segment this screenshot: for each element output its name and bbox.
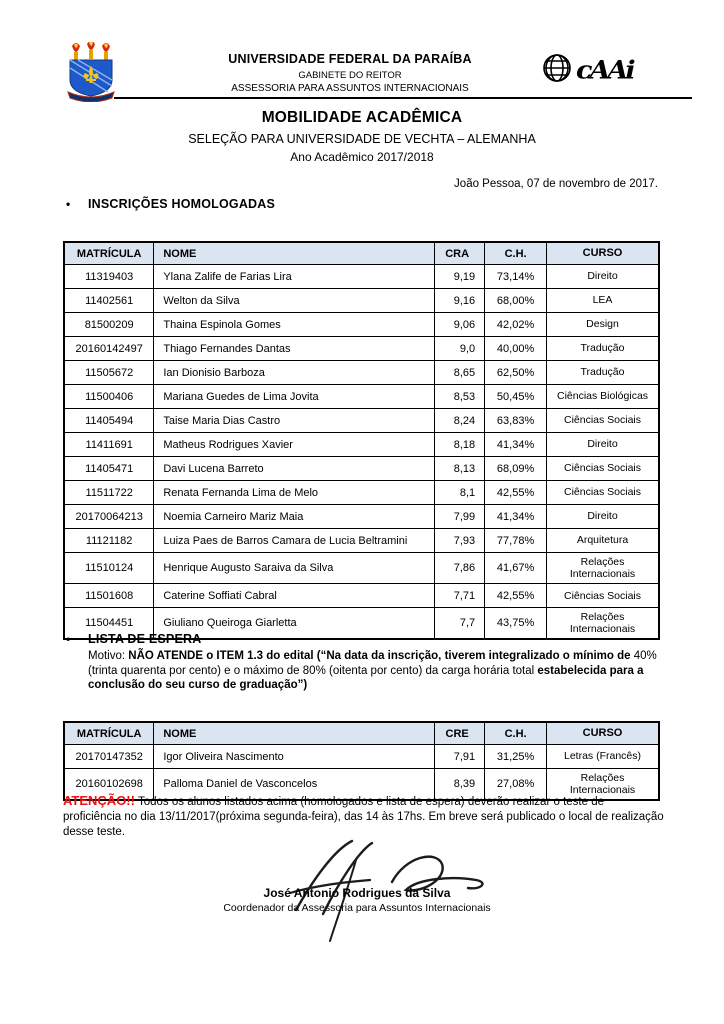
table-cell: 20160102698 [64, 769, 154, 801]
table-cell: 31,25% [485, 745, 547, 769]
university-name: UNIVERSIDADE FEDERAL DA PARAÍBA [228, 52, 472, 66]
table-cell: Direito [547, 433, 659, 457]
table-cell: 42,02% [485, 313, 547, 337]
table-cell: Ciências Sociais [547, 584, 659, 608]
table-row [64, 433, 659, 457]
academic-year: Ano Acadêmico 2017/2018 [290, 150, 434, 164]
table-cell: Direito [547, 505, 659, 529]
table-cell: Relações Internacionais [547, 553, 659, 584]
table-cell: Tradução [547, 361, 659, 385]
table-cell: Caterine Soffiati Cabral [154, 584, 435, 608]
table-cell: 63,83% [485, 409, 547, 433]
table-cell: 81500209 [64, 313, 154, 337]
table-cell: 8,13 [435, 457, 485, 481]
table-cell: 20170147352 [64, 745, 154, 769]
table-cell: 11402561 [64, 289, 154, 313]
table-cell: Tradução [547, 337, 659, 361]
table-cell: Ciências Biológicas [547, 385, 659, 409]
table-cell: LEA [547, 289, 659, 313]
section-heading-homologadas [66, 197, 275, 211]
section-heading-label: LISTA DE ESPERA [88, 632, 202, 646]
table-cell: 11504451 [64, 608, 154, 640]
table-row [64, 505, 659, 529]
column-header: NOME [154, 722, 435, 745]
page-title: MOBILIDADE ACADÊMICA [261, 109, 463, 126]
section-heading-espera [66, 632, 201, 646]
table-cell: Ylana Zalife de Farias Lira [154, 265, 435, 289]
table-row [64, 409, 659, 433]
table-cell: Mariana Guedes de Lima Jovita [154, 385, 435, 409]
table-cell: Thaina Espinola Gomes [154, 313, 435, 337]
table-header-row [64, 242, 659, 265]
table-cell: 11319403 [64, 265, 154, 289]
table-cell: 11505672 [64, 361, 154, 385]
column-header: CRA [435, 242, 485, 265]
table-cell: Palloma Daniel de Vasconcelos [154, 769, 435, 801]
signatory-name: José Antonio Rodrigues da Silva [263, 886, 451, 900]
table-row [64, 529, 659, 553]
table-cell: 8,1 [435, 481, 485, 505]
column-header: C.H. [485, 722, 547, 745]
table-header-row [64, 722, 659, 745]
table-cell: 43,75% [485, 608, 547, 640]
column-header: NOME [154, 242, 435, 265]
table-cell: 11121182 [64, 529, 154, 553]
section-heading-label: INSCRIÇÕES HOMOLOGADAS [88, 197, 276, 211]
table-cell: 9,16 [435, 289, 485, 313]
bullet-icon: • [66, 632, 71, 646]
table-cell: 68,09% [485, 457, 547, 481]
table-cell: 41,34% [485, 505, 547, 529]
table-cell: Renata Fernanda Lima de Melo [154, 481, 435, 505]
table-cell: 8,65 [435, 361, 485, 385]
international-affairs-logo [541, 52, 633, 89]
table-cell: 7,91 [435, 745, 485, 769]
table-cell: 7,99 [435, 505, 485, 529]
table-cell: 9,06 [435, 313, 485, 337]
table-row [64, 385, 659, 409]
table-cell: 11510124 [64, 553, 154, 584]
table-row [64, 289, 659, 313]
table-cell: 41,67% [485, 553, 547, 584]
date-line: João Pessoa, 07 de novembro de 2017. [454, 178, 658, 190]
table-cell: 7,71 [435, 584, 485, 608]
table-cell: Matheus Rodrigues Xavier [154, 433, 435, 457]
column-header: C.H. [485, 242, 547, 265]
motivo-regular-clause: 40% (trinta quarenta por cento) e o máximo de 80% (oitenta por cento) da carga horária total [88, 650, 657, 677]
table-cell: Noemia Carneiro Mariz Maia [154, 505, 435, 529]
table-cell: Welton da Silva [154, 289, 435, 313]
bullet-icon: • [66, 197, 71, 211]
signatory-role: Coordenador da Assessoria para Assuntos Internacionais [223, 902, 491, 914]
table-cell: 77,78% [485, 529, 547, 553]
globe-icon [541, 52, 573, 89]
column-header: MATRÍCULA [64, 242, 154, 265]
table-cell: 8,53 [435, 385, 485, 409]
table-cell: Ciências Sociais [547, 457, 659, 481]
table-cell: 41,34% [485, 433, 547, 457]
motivo-paragraph [88, 649, 664, 693]
column-header: CURSO [547, 242, 659, 265]
table-row [64, 457, 659, 481]
ufpb-crest-logo [64, 42, 118, 102]
table-row [64, 553, 659, 584]
table-cell: 27,08% [485, 769, 547, 801]
column-header: CURSO [547, 722, 659, 745]
table-cell: Direito [547, 265, 659, 289]
table-cell: 20160142497 [64, 337, 154, 361]
table-cell: 7,93 [435, 529, 485, 553]
table-cell: Ciências Sociais [547, 481, 659, 505]
homologadas-table [63, 241, 660, 640]
table-cell: 8,39 [435, 769, 485, 801]
table-row [64, 313, 659, 337]
table-cell: 8,18 [435, 433, 485, 457]
table-cell: 42,55% [485, 481, 547, 505]
table-cell: Igor Oliveira Nascimento [154, 745, 435, 769]
department-name: ASSESSORIA PARA ASSUNTOS INTERNACIONAIS [231, 82, 469, 94]
table-cell: Letras (Francês) [547, 745, 659, 769]
header-divider [114, 97, 692, 99]
column-header: MATRÍCULA [64, 722, 154, 745]
table-cell: 7,86 [435, 553, 485, 584]
caai-logo-text: cAAi [576, 55, 633, 86]
table-cell: 11405471 [64, 457, 154, 481]
table-cell: Ian Dionisio Barboza [154, 361, 435, 385]
letterhead [140, 52, 560, 95]
lista-espera-table [63, 721, 660, 801]
table-cell: 62,50% [485, 361, 547, 385]
document-title-block [62, 109, 662, 164]
table-cell: 40,00% [485, 337, 547, 361]
table-cell: Thiago Fernandes Dantas [154, 337, 435, 361]
motivo-bold-clause: NÃO ATENDE o ITEM 1.3 do edital (“Na data da inscrição, tiverem integralizado o mínimo de [128, 650, 631, 662]
table-row [64, 481, 659, 505]
table-cell: Luiza Paes de Barros Camara de Lucia Beltramini [154, 529, 435, 553]
table-cell: 11511722 [64, 481, 154, 505]
table-row [64, 265, 659, 289]
table-cell: 7,7 [435, 608, 485, 640]
table-cell: Henrique Augusto Saraiva da Silva [154, 553, 435, 584]
table-cell: Design [547, 313, 659, 337]
table-cell: 11500406 [64, 385, 154, 409]
table-cell: Davi Lucena Barreto [154, 457, 435, 481]
table-row [64, 361, 659, 385]
table-cell: Relações Internacionais [547, 608, 659, 640]
torch-icons [72, 42, 110, 61]
motivo-label: Motivo: [88, 650, 129, 662]
signature-block [157, 886, 557, 914]
table-cell: 8,24 [435, 409, 485, 433]
table-cell: Taise Maria Dias Castro [154, 409, 435, 433]
table-cell: Ciências Sociais [547, 409, 659, 433]
motivo-bold-clause: estabelecida para a conclusão do seu curso de graduação”) [88, 664, 644, 692]
table-cell: 68,00% [485, 289, 547, 313]
attention-text: Todos os alunos listados acima (homologados e lista de espera) deverão realizar o teste de proficiência no dia 13/11/2017(próxima segunda-feira), das 14 às 17hs. Em breve será publicado o local de realização desse teste. [63, 796, 664, 838]
table-cell: 42,55% [485, 584, 547, 608]
table-cell: 11411691 [64, 433, 154, 457]
table-cell: Relações Internacionais [547, 769, 659, 801]
page-subtitle: SELEÇÃO PARA UNIVERSIDADE DE VECHTA – ALEMANHA [188, 132, 536, 146]
table-cell: Arquitetura [547, 529, 659, 553]
table-row [64, 745, 659, 769]
table-row [64, 337, 659, 361]
attention-paragraph [63, 793, 665, 840]
table-cell: 11501608 [64, 584, 154, 608]
table-cell: 9,0 [435, 337, 485, 361]
column-header: CRE [435, 722, 485, 745]
attention-lead: ATENÇÃO!! [63, 793, 135, 808]
office-name: GABINETE DO REITOR [298, 69, 402, 81]
table-cell: 20170064213 [64, 505, 154, 529]
table-cell: 9,19 [435, 265, 485, 289]
table-row [64, 584, 659, 608]
table-cell: 11405494 [64, 409, 154, 433]
table-cell: 50,45% [485, 385, 547, 409]
table-cell: Giuliano Queiroga Giarletta [154, 608, 435, 640]
table-cell: 73,14% [485, 265, 547, 289]
